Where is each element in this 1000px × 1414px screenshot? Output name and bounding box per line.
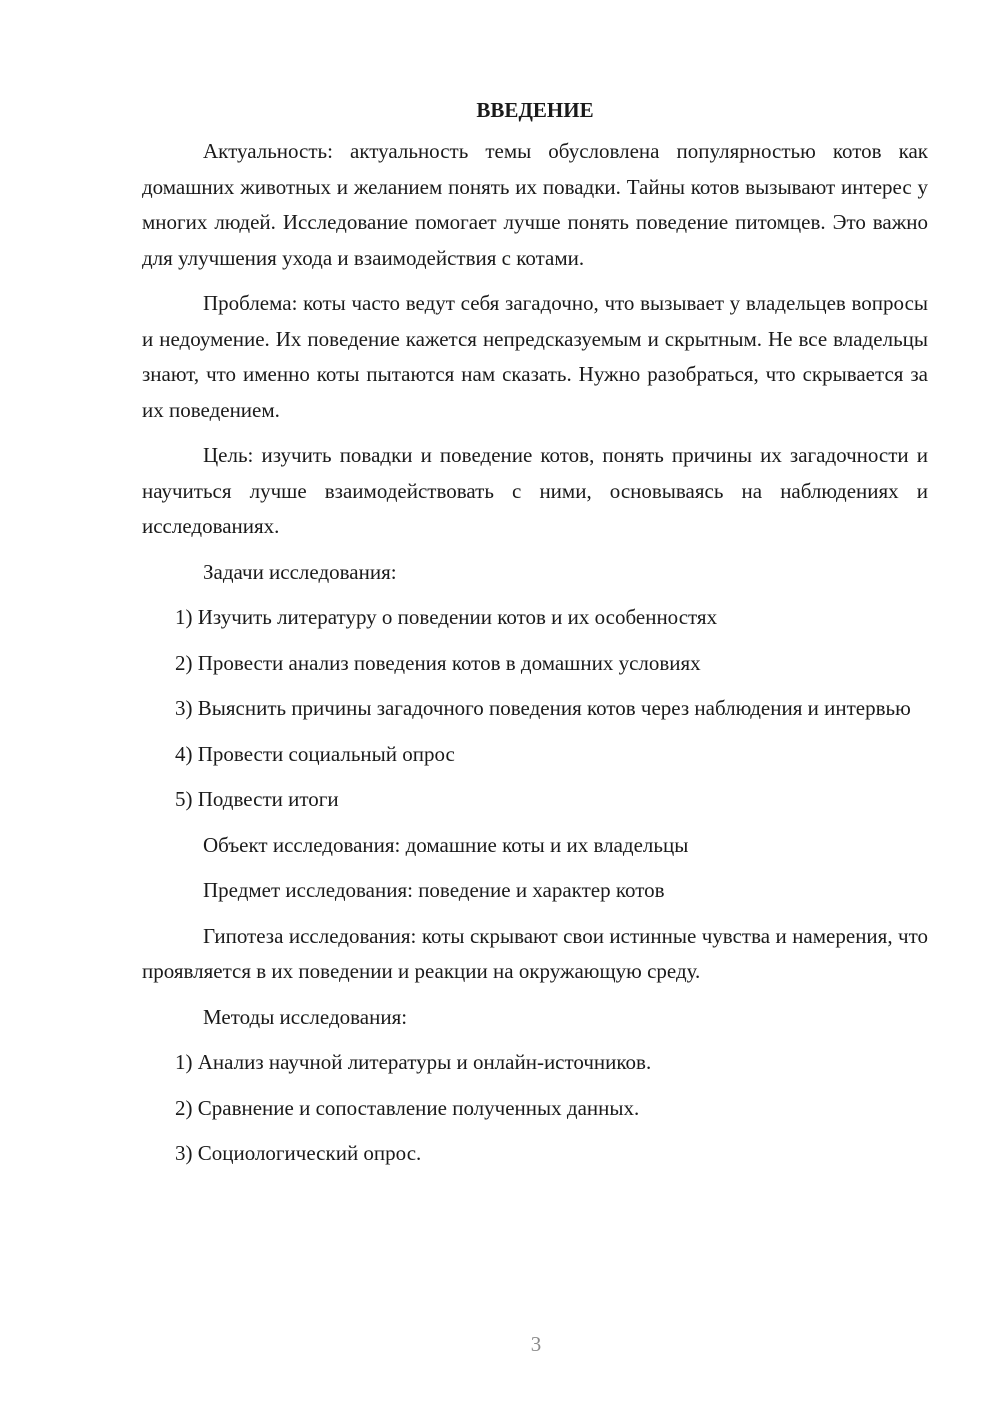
paragraph-goal: Цель: изучить повадки и поведение котов, понять причины их загадочности и научиться лучше взаимодействовать с ними, основываясь на наблюдениях и исследованиях. <box>142 443 928 538</box>
research-hypothesis: Гипотеза исследования: коты скрывают свои истинные чувства и намерения, что проявляется в их поведении и реакции на окружающую среду. <box>142 923 928 983</box>
research-subject: Предмет исследования: поведение и характер котов <box>203 878 665 902</box>
document-page <box>142 92 928 1182</box>
page-title: ВВЕДЕНИЕ <box>476 98 594 122</box>
method-item-2: 2) Сравнение и сопоставление полученных данных. <box>175 1095 640 1120</box>
method-item-1: 1) Анализ научной литературы и онлайн-источников. <box>175 1050 652 1074</box>
methods-label: Методы исследования: <box>203 1004 408 1029</box>
task-item-4: 4) Провести социальный опрос <box>175 741 455 766</box>
paragraph-problem: Проблема: коты часто ведут себя загадочно, что вызывает у владельцев вопросы и недоумение. Их поведение кажется непредсказуемым и скрытным. Не все владельцы знают, что именно коты пытаются нам сказать. Нужно разобраться, что скрывается за их поведением. <box>142 291 928 422</box>
task-item-2: 2) Провести анализ поведения котов в домашних условиях <box>175 650 701 675</box>
research-object: Объект исследования: домашние коты и их владельцы <box>203 832 689 857</box>
task-item-3: 3) Выяснить причины загадочного поведения котов через наблюдения и интервью <box>175 696 911 720</box>
page-number: 3 <box>530 1332 542 1356</box>
task-item-5: 5) Подвести итоги <box>175 787 339 811</box>
task-item-1: 1) Изучить литературу о поведении котов и их особенностях <box>175 605 718 629</box>
paragraph-relevance: Актуальность: актуальность темы обусловлена популярностью котов как домашних животных и желанием понять их повадки. Тайны котов вызывают интерес у многих людей. Исследование помогает лучше понять поведение питомцев. Это важно для улучшения ухода и взаимодействия с котами. <box>142 139 928 270</box>
method-item-3: 3) Социологический опрос. <box>175 1141 422 1165</box>
tasks-label: Задачи исследования: <box>203 559 397 584</box>
